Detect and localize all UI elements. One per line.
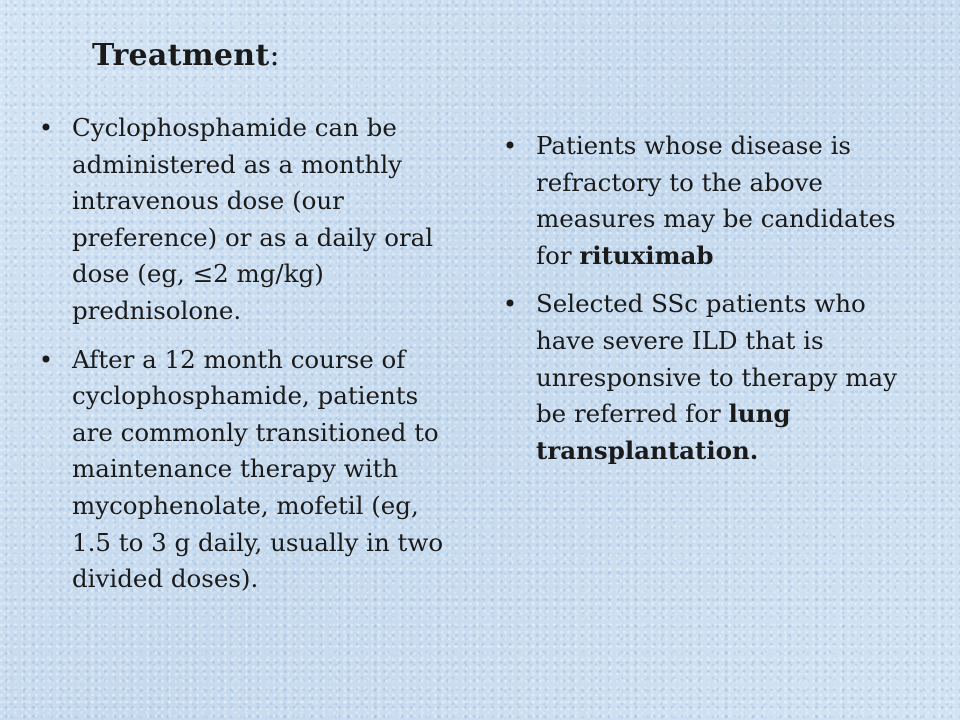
list-item	[494, 286, 914, 469]
list-item	[30, 110, 450, 330]
bullet-bold-text: lung transplantation.	[536, 399, 791, 465]
bullet-icon: •	[38, 344, 54, 374]
bullet-icon: •	[502, 289, 518, 319]
bullet-text: Selected SSc patients who have severe ILD that is unresponsive to therapy may be referred for	[536, 289, 897, 429]
bullet-icon: •	[38, 113, 54, 142]
list-item	[30, 342, 450, 598]
slide-title	[92, 38, 280, 73]
bullet-text: Cyclophosphamide can be administered as a monthly intravenous dose (our preference) or as a daily oral dose (eg, ≤2 mg/kg) prednisolone.	[72, 113, 434, 325]
left-bullet-list	[30, 110, 450, 610]
right-bullet-list	[494, 128, 914, 481]
bullet-icon: •	[502, 131, 518, 160]
slide-title-colon: :	[269, 38, 280, 73]
bullet-bold-text: rituximab	[579, 240, 714, 270]
slide-title-text: Treatment	[92, 38, 270, 73]
list-item	[494, 128, 914, 274]
bullet-text: After a 12 month course of cyclophosphamide, patients are commonly transitioned to maintenance therapy with mycophenolate, mofetil (eg, 1.5 to 3 g daily, usually in two divided doses).	[72, 344, 444, 594]
bullet-text: Patients whose disease is refractory to the above measures may be candidates for	[536, 131, 896, 270]
